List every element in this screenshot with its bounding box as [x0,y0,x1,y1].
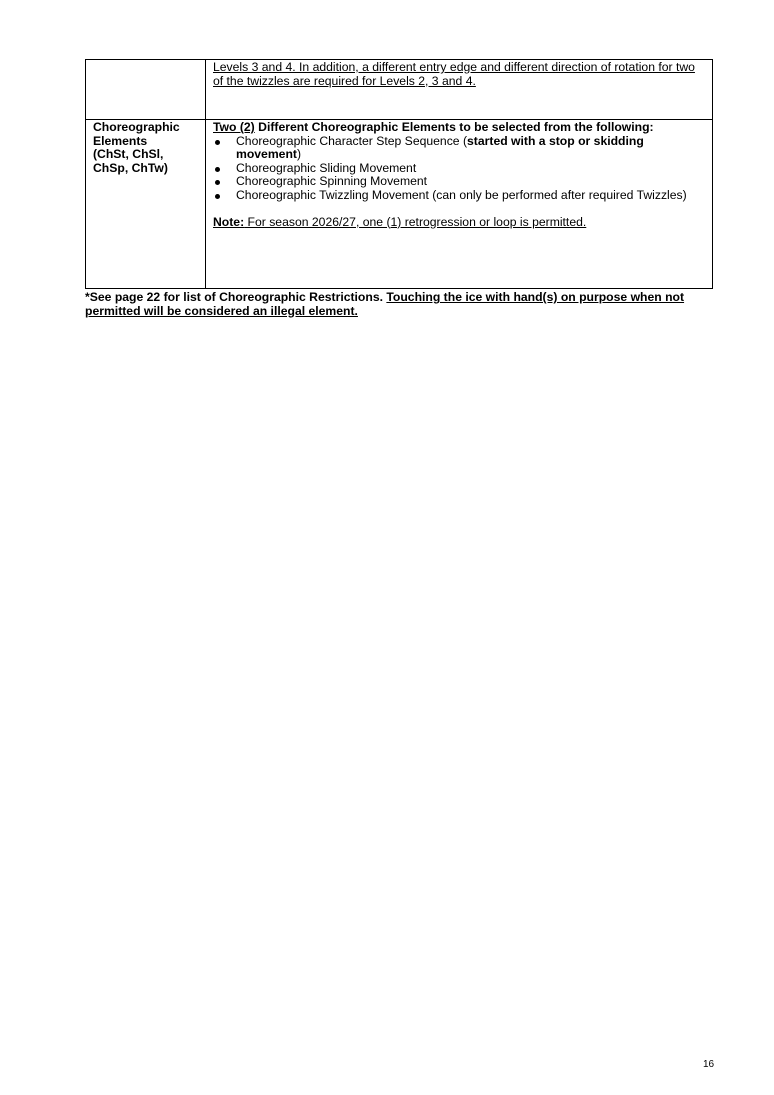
list-item [213,175,705,189]
list-item-suffix: ) [296,147,302,162]
list-item [213,135,705,162]
row-description-cell [206,120,713,289]
elements-intro [213,121,705,135]
intro-count: Two (2) [213,120,255,134]
season-note [213,216,705,230]
list-item [213,189,705,203]
list-item-text: Choreographic Spinning Movement [236,174,428,189]
row-label-cell [86,120,206,289]
list-item-text: Choreographic Twizzling Movement (can only be performed after required Twizzles) [236,187,687,202]
row-description-cell [206,60,713,120]
table-row [86,120,713,289]
list-item-text: Choreographic Character Step Sequence ( [236,133,468,148]
list-item [213,162,705,176]
rules-table [85,59,713,289]
row-label-cell [86,60,206,120]
list-item-text: Choreographic Sliding Movement [236,160,417,175]
row-label-line: Elements [93,133,148,148]
intro-text: Different Choreographic Elements to be selected from the following: [254,120,654,134]
row-label-line: ChSp, ChTw) [93,160,168,175]
page-number: 16 [703,1059,715,1070]
footnote [85,291,715,318]
levels-requirement-text: Levels 3 and 4. In addition, a different entry edge and different direction of rotation for two of the twizzles are required for Levels 2, 3 and 4. [213,60,695,88]
note-text: For season 2026/27, one (1) retrogression or loop is permitted. [244,214,587,229]
list-item-emphasis: started with a stop or skidding movement [236,133,644,162]
footnote-text: *See page 22 for list of Choreographic Restrictions. [85,290,387,304]
footnote-illegal-element: Touching the ice with hand(s) on purpose when not permitted will be considered an illegal element. [85,290,685,318]
row-label-line: Choreographic [93,120,180,134]
note-label: Note: [213,214,245,229]
row-label-line: (ChSt, ChSl, [93,147,164,162]
elements-list [213,135,705,203]
table-row [86,60,713,120]
